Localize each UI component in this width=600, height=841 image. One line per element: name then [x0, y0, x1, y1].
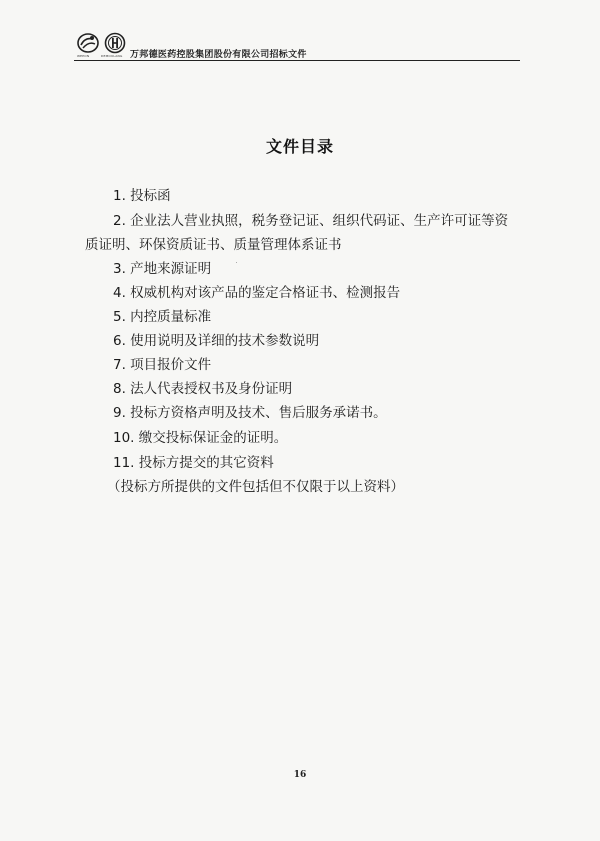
- logo-left-caption: WEPON: [77, 54, 90, 58]
- toc-item-8: 8. 法人代表授权书及身份证明: [113, 381, 293, 397]
- scan-speck: [236, 262, 237, 263]
- toc-item-4: 4. 权威机构对该产品的鉴定合格证书、检测报告: [113, 285, 401, 301]
- toc-item-10: 10. 缴交投标保证金的证明。: [113, 430, 288, 446]
- document-title: 文件目录: [265, 137, 334, 156]
- toc-item-5: 5. 内控质量标准: [113, 309, 212, 325]
- page-number: 16: [293, 770, 307, 780]
- toc-item-2-continued: 质证明、环保资质证书、质量管理体系证书: [85, 237, 342, 253]
- toc-item-9: 9. 投标方资格声明及技术、售后服务承诺书。: [113, 405, 387, 421]
- header-company-title: 万邦德医药控股集团股份有限公司招标文件: [130, 50, 307, 60]
- toc-item-3: 3. 产地来源证明: [113, 261, 212, 277]
- logo-right-caption: DEMOULANG: [101, 54, 123, 58]
- toc-item-7: 7. 项目报价文件: [113, 357, 212, 373]
- toc-note: （投标方所提供的文件包括但不仅限于以上资料）: [107, 479, 404, 495]
- toc-item-1: 1. 投标函: [113, 188, 171, 204]
- toc-item-6: 6. 使用说明及详细的技术参数说明: [113, 333, 320, 349]
- toc-item-11: 11. 投标方提交的其它资料: [113, 455, 274, 471]
- toc-item-2: 2. 企业法人营业执照，税务登记证、组织代码证、生产许可证等资: [113, 213, 509, 229]
